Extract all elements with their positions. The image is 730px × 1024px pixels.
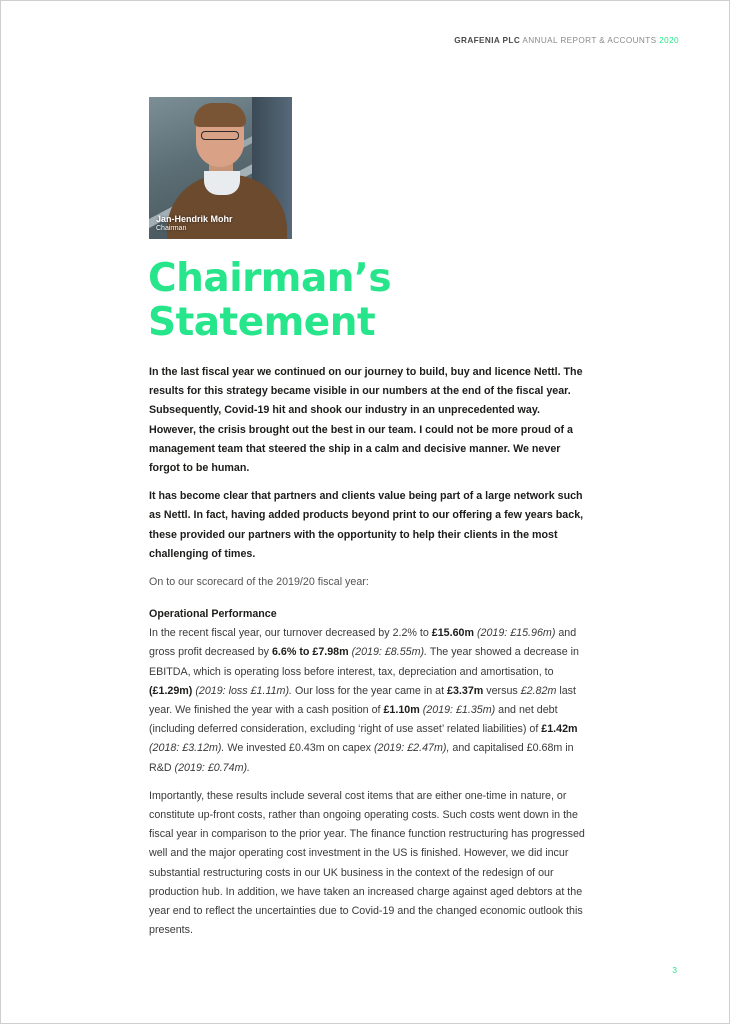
chairman-role: Chairman — [156, 225, 187, 232]
statement-body — [149, 363, 589, 949]
scorecard-intro: On to our scorecard of the 2019/20 fiscal year: — [149, 576, 369, 589]
company-name: GRAFENIA PLC — [454, 36, 521, 45]
chairman-name: Jan-Hendrik Mohr — [156, 214, 233, 224]
chairman-portrait — [149, 97, 292, 239]
lead-paragraph-2: It has become clear that partners and clients value being part of a large network such as Nettl. In fact, having added products beyond print to our offering a few years back, these provided our partners with the opportunity to help their clients in the most challenging of times. — [149, 490, 584, 560]
operational-performance-paragraph: In the recent fiscal year, our turnover decreased by 2.2% to £15.60m (2019: £15.96m) and gross profit decreased by 6.6% to £7.98m (2019: £8.55m). The year showed a decrease in EBITDA, which is operating loss before interest, tax, depreciation and amortisation, to (£1.29m) (2019: loss £1.11m). Our loss for the year came in at £3.37m versus £2.82m last year. We finished the year with a cash position of £1.10m (2019: £1.35m) and net debt (including deferred consideration, excluding ‘right of use asset’ related liabilities) of £1.42m (2018: £3.12m). We invested £0.43m on capex (2019: £2.47m), and capitalised £0.68m in R&D (2019: £0.74m). — [149, 627, 579, 774]
title-line-1: Chairman’s — [148, 256, 392, 301]
page-title — [148, 257, 391, 345]
section-heading: Operational Performance — [149, 608, 277, 621]
lead-paragraph-1: In the last fiscal year we continued on our journey to build, buy and licence Nettl. The results for this strategy became visible in our numbers at the end of the fiscal year. Subsequently, Covid-19 hit and shook our industry in an unprecedented way. However, the crisis brought out the best in our team. I could not be more proud of a management team that steered the ship in a calm and decisive manner. We never forgot to be human. — [149, 366, 583, 475]
title-line-2: Statement — [148, 300, 376, 345]
portrait-caption — [156, 214, 233, 232]
cost-items-paragraph: Importantly, these results include several cost items that are either one-time in nature, or constitute up-front costs, rather than ongoing operating costs. Such costs went down in the fiscal year in comparison to the prior year. The finance function restructuring has progressed well and the major operating cost investment in the US is finished. However, we did incur substantial restructuring costs in our UK business in the context of the redesign of our production hub. In addition, we have taken an increased charge against aged debtors at the year end to reflect the uncertainties due to Covid-19 and the changed economic outlook this presents. — [149, 789, 585, 937]
report-year: 2020 — [659, 36, 679, 45]
page-number: 3 — [672, 965, 677, 975]
running-header — [454, 36, 679, 45]
report-name: ANNUAL REPORT & ACCOUNTS — [522, 36, 657, 45]
